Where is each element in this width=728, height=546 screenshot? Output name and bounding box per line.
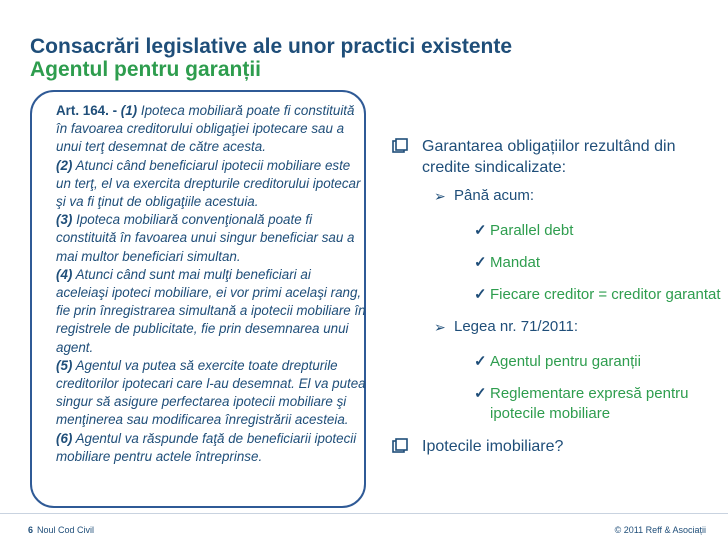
list-item: ✓ Reglementare expresă pentru ipotecile mobiliare bbox=[474, 385, 689, 422]
check-icon: ✓ bbox=[474, 385, 487, 402]
check-icon: ✓ bbox=[474, 286, 487, 303]
copyright: © 2011 Reff & Asociații bbox=[614, 525, 706, 535]
law-article-text bbox=[42, 102, 366, 466]
paragraph-6: (6) Agentul va răspunde faţă de beneficiarii ipotecii mobiliare pentru actele întreprinse. bbox=[56, 430, 357, 464]
bullet-syndicated-credits: Garantarea obligațiilor rezultând din credite sindicalizate: bbox=[392, 136, 722, 178]
paragraph-4: (4) Atunci când sunt mai mulţi beneficiari ai aceleiaşi ipoteci mobiliare, ei vor primi acelaşi rang, fie prin înregistrarea simultană a ipotecii mobiliare în registrele de publicitate, fie prin desemnarea unui agent. bbox=[56, 266, 366, 355]
paragraph-4-number: (4) bbox=[56, 266, 73, 282]
page-number: 6 bbox=[28, 525, 34, 535]
arrow-bullet-icon: ➢ bbox=[434, 188, 446, 204]
check-icon: ✓ bbox=[474, 254, 487, 271]
check-icon: ✓ bbox=[474, 353, 487, 370]
paragraph-1: Art. 164. - (1) Ipoteca mobiliară poate fi constituită în favoarea creditorului obligaţiei ipotecare sau a unui terţ desemnat de către acesta. bbox=[56, 103, 355, 155]
paragraph-5-number: (5) bbox=[56, 357, 73, 373]
arrow-bullet-icon: ➢ bbox=[434, 319, 446, 335]
list-item: ✓ Parallel debt bbox=[474, 222, 574, 239]
paragraph-6-number: (6) bbox=[56, 430, 73, 446]
slide-title: Consacrări legislative ale unor practici existente bbox=[30, 35, 513, 58]
list-item: ✓ Agentul pentru garanții bbox=[474, 353, 641, 370]
article-number: Art. 164. bbox=[56, 103, 109, 118]
paragraph-3-number: (3) bbox=[56, 212, 73, 228]
paragraph-5: (5) Agentul va putea să exercite toate drepturile creditorilor ipotecari care l-au desemnat. El va putea singur să asigure perfectarea ipotecii mobiliare şi menţinerea sau modificarea înregistrării acesteia. bbox=[56, 357, 366, 428]
paragraph-3: (3) Ipoteca mobiliară convenţională poate fi constituită în favoarea unui singur beneficiar sau a mai multor beneficiari simultan. bbox=[56, 212, 355, 264]
bullet-list bbox=[392, 136, 722, 457]
paragraph-1-number: (1) bbox=[120, 103, 138, 118]
paragraph-2-number: (2) bbox=[56, 157, 73, 173]
sub-bullet-until-now: ➢ Până acum: bbox=[434, 187, 535, 204]
checkbox-bullet-icon bbox=[392, 138, 408, 154]
slide-subtitle: Agentul pentru garanții bbox=[30, 58, 261, 81]
footer-title: Noul Cod Civil bbox=[37, 525, 95, 535]
paragraph-2: (2) Atunci când beneficiarul ipotecii mobiliare este un terţ, el va exercita drepturile creditorului ipotecar şi va fi ţinut de obligaţiile acestuia. bbox=[56, 157, 361, 210]
footer-left bbox=[28, 525, 94, 535]
law-article-box bbox=[30, 90, 366, 508]
bullet-real-estate-mortgages: Ipotecile imobiliare? bbox=[392, 436, 722, 457]
list-item: ✓ Fiecare creditor = creditor garantat bbox=[474, 286, 721, 303]
check-icon: ✓ bbox=[474, 222, 487, 239]
list-item: ✓ Mandat bbox=[474, 254, 541, 271]
checkbox-bullet-icon bbox=[392, 438, 408, 454]
footer-divider bbox=[0, 513, 728, 514]
sub-bullet-law-71-2011: ➢ Legea nr. 71/2011: bbox=[434, 318, 578, 335]
